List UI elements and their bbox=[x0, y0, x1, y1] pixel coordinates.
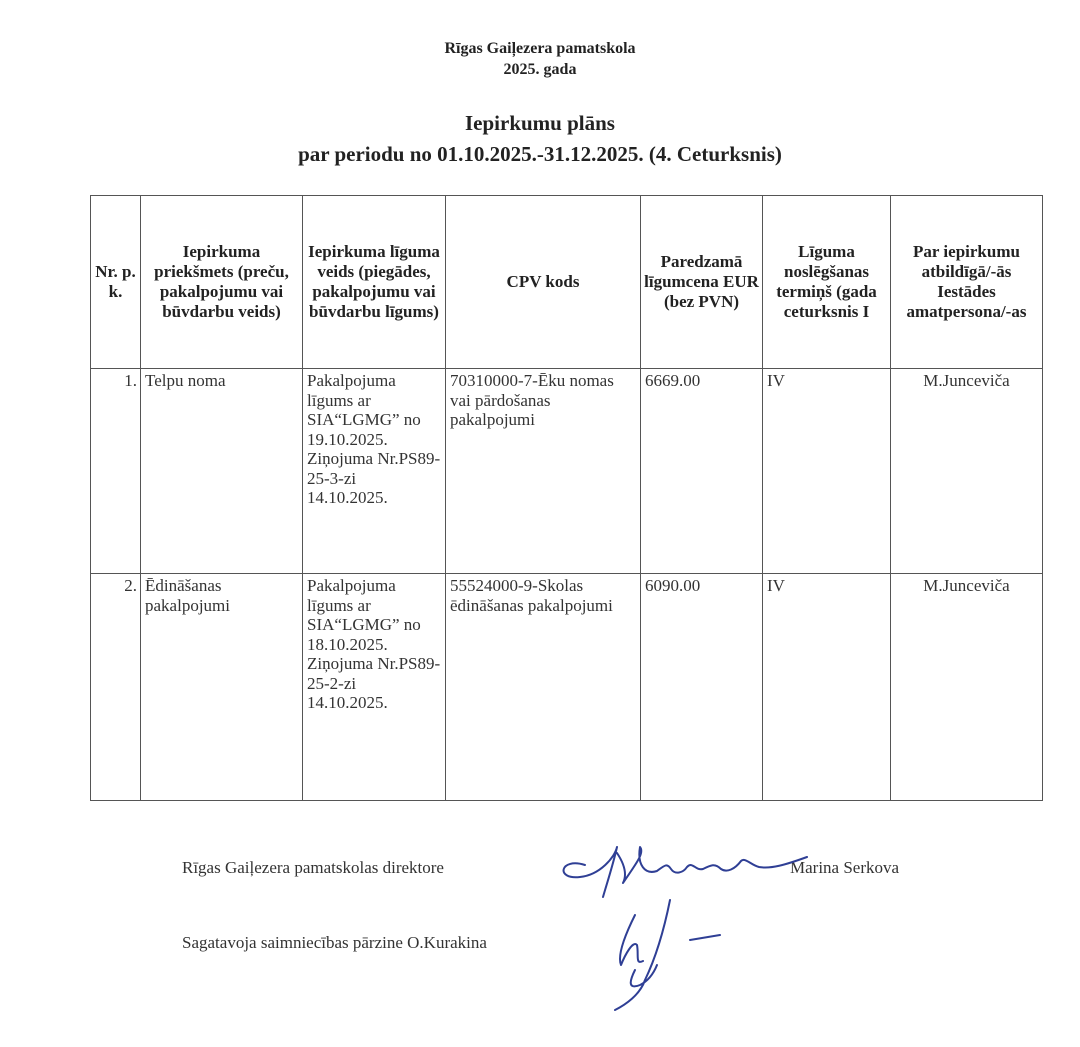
procurement-table bbox=[90, 195, 1043, 801]
director-name: Marina Serkova bbox=[790, 858, 900, 877]
row-term: IV bbox=[763, 369, 891, 574]
row-contract: Pakalpojuma līgums ar SIA“LGMG” no 18.10.2025. Ziņojuma Nr.PS89-25-2-zi 14.10.2025. bbox=[303, 574, 446, 801]
column-header-term: Līguma noslēgšanas termiņš (gada ceturksnis I bbox=[763, 196, 891, 369]
document-title: Iepirkumu plāns bbox=[465, 111, 615, 135]
row-contract: Pakalpojuma līgums ar SIA“LGMG” no 19.10.2025. Ziņojuma Nr.PS89-25-3-zi 14.10.2025. bbox=[303, 369, 446, 574]
column-header-nr: Nr. p. k. bbox=[91, 196, 141, 369]
row-subject: Telpu noma bbox=[141, 369, 303, 574]
prepared-by-label: Sagatavoja saimniecības pārzine O.Kurakina bbox=[182, 933, 487, 952]
column-header-price: Paredzamā līgumcena EUR (bez PVN) bbox=[641, 196, 763, 369]
preparer-signature bbox=[595, 885, 735, 1025]
row-cpv: 70310000-7-Ēku nomas vai pārdošanas pakalpojumi bbox=[446, 369, 641, 574]
column-header-cpv: CPV kods bbox=[446, 196, 641, 369]
row-cpv: 55524000-9-Skolas ēdināšanas pakalpojumi bbox=[446, 574, 641, 801]
organization-name: Rīgas Gaiļezera pamatskola bbox=[444, 40, 636, 57]
row-number: 2. bbox=[91, 574, 141, 801]
row-subject: Ēdināšanas pakalpojumi bbox=[141, 574, 303, 801]
table-row bbox=[91, 574, 1043, 801]
row-number: 1. bbox=[91, 369, 141, 574]
year-label: 2025. gada bbox=[503, 61, 577, 78]
row-price: 6669.00 bbox=[641, 369, 763, 574]
row-term: IV bbox=[763, 574, 891, 801]
director-label: Rīgas Gaiļezera pamatskolas direktore bbox=[182, 858, 444, 877]
column-header-official: Par iepirkumu atbildīgā/-ās Iestādes amatpersona/-as bbox=[891, 196, 1043, 369]
table-header-row bbox=[91, 196, 1043, 369]
column-header-contract-type: Iepirkuma līguma veids (piegādes, pakalpojumu vai būvdarbu līgums) bbox=[303, 196, 446, 369]
row-price: 6090.00 bbox=[641, 574, 763, 801]
column-header-subject: Iepirkuma priekšmets (preču, pakalpojumu vai būvdarbu veids) bbox=[141, 196, 303, 369]
period-subtitle: par periodu no 01.10.2025.-31.12.2025. (4. Ceturksnis) bbox=[298, 142, 782, 166]
row-official: M.Junceviča bbox=[891, 369, 1043, 574]
row-official: M.Junceviča bbox=[891, 574, 1043, 801]
table-row bbox=[91, 369, 1043, 574]
